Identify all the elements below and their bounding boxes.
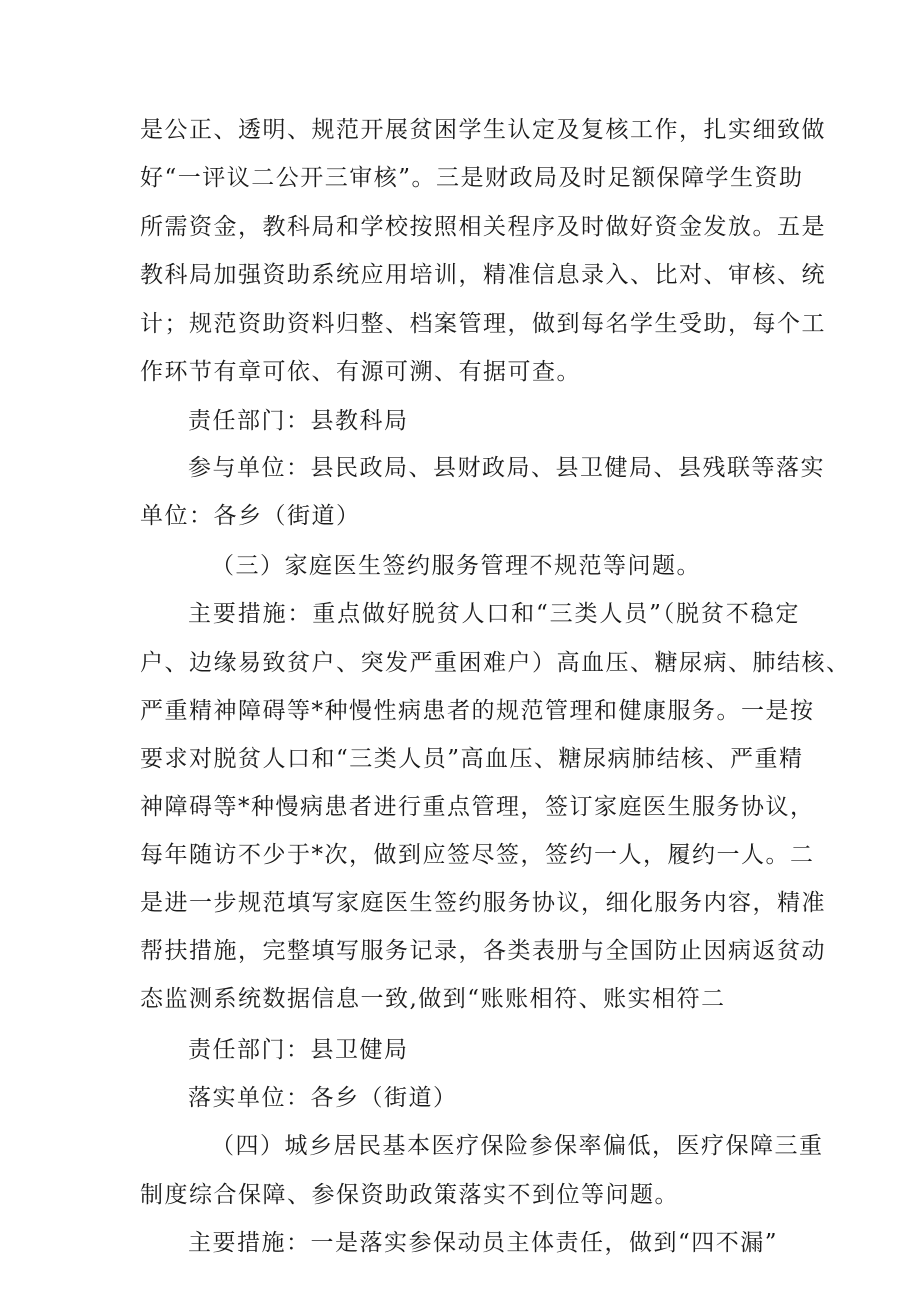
body-text-line: 神障碍等*种慢病患者进行重点管理，签订家庭医生服务协议， — [140, 794, 815, 820]
implementing-units: 落实单位：各乡（街道） — [188, 1085, 458, 1111]
body-text-line: 是进一步规范填写家庭医生签约服务协议，细化服务内容，精准 — [140, 890, 826, 916]
participating-units-line: 单位：各乡（街道） — [140, 503, 361, 529]
body-text-line: 作环节有章可依、有源可溯、有据可查。 — [140, 359, 581, 385]
participating-units-line: 参与单位：县民政局、县财政局、县卫健局、县残联等落实 — [188, 455, 825, 481]
body-text-line: 所需资金，教科局和学校按照相关程序及时做好资金发放。五是 — [140, 214, 826, 240]
body-text-line: 严重精神障碍等*种慢性病患者的规范管理和健康服务。一是按 — [140, 698, 815, 724]
responsible-department: 责任部门：县卫健局 — [188, 1037, 409, 1063]
responsible-department: 责任部门：县教科局 — [188, 408, 409, 434]
body-text-line: 是公正、透明、规范开展贫困学生认定及复核工作，扎实细致做 — [140, 117, 826, 143]
body-text-line: 教科局加强资助系统应用培训，精准信息录入、比对、审核、统 — [140, 262, 826, 288]
body-text-line: 态监测系统数据信息一致,做到“账账相符、账实相符二 — [140, 986, 726, 1012]
section-heading: （三）家庭医生签约服务管理不规范等问题。 — [211, 553, 701, 579]
body-text-line: 帮扶措施，完整填写服务记录，各类表册与全国防止因病返贫动 — [140, 938, 826, 964]
body-text-line: 主要措施：重点做好脱贫人口和“三类人员”（脱贫不稳定 — [188, 601, 800, 627]
body-text-line: 主要措施：一是落实参保动员主体责任，做到“四不漏” — [188, 1230, 779, 1256]
body-text-line: 好“一评议二公开三审核”。三是财政局及时足额保障学生资助 — [140, 165, 804, 191]
body-text-line: 户、边缘易致贫户、突发严重困难户）高血压、糖尿病、肺结核、 — [140, 650, 851, 676]
body-text-line: 要求对脱贫人口和“三类人员”高血压、糖尿病肺结核、严重精 — [140, 746, 804, 772]
body-text-line: 计；规范资助资料归整、档案管理，做到每名学生受助，每个工 — [140, 311, 826, 337]
body-text-line: 每年随访不少于*次，做到应签尽签，签约一人，履约一人。二 — [140, 842, 815, 868]
section-heading: （四）城乡居民基本医疗保险参保率偏低，医疗保障三重 — [211, 1133, 824, 1159]
section-heading: 制度综合保障、参保资助政策落实不到位等问题。 — [140, 1182, 679, 1208]
